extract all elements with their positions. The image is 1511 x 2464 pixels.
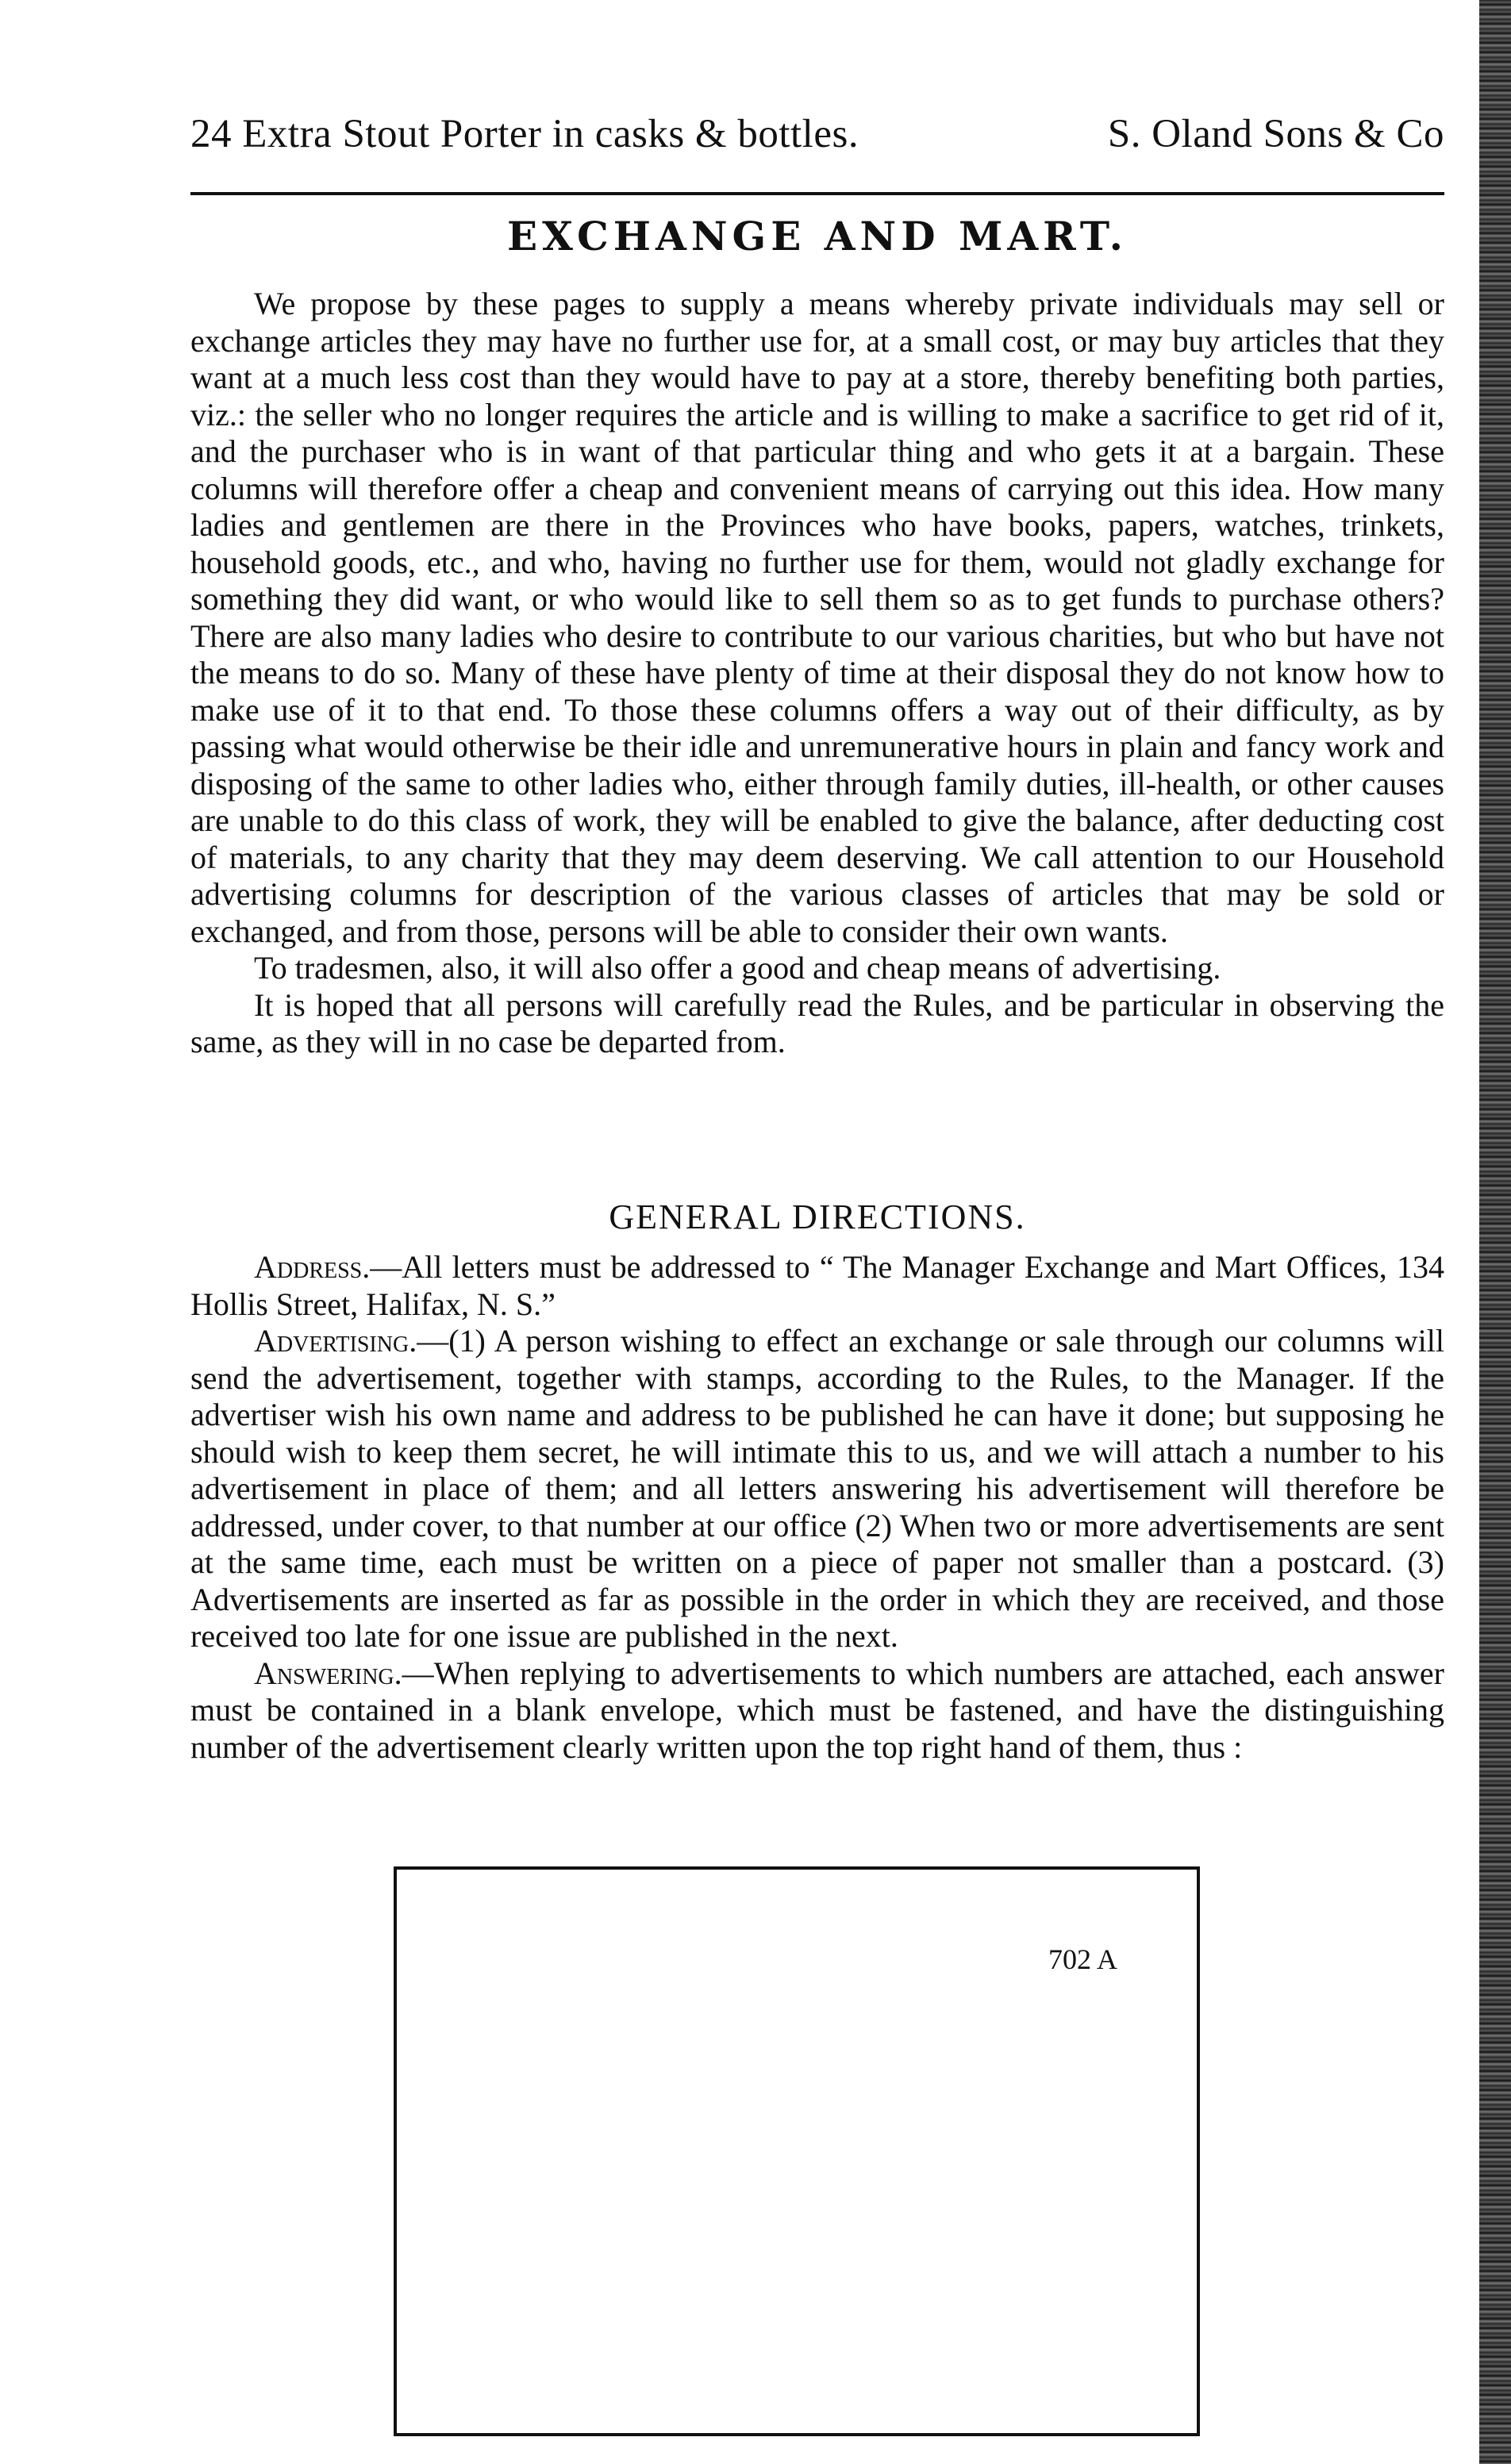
envelope-example — [394, 1866, 1200, 2436]
page-edge-shadow — [1479, 0, 1511, 2464]
header-left: 24 Extra Stout Porter in casks & bottles. — [190, 112, 859, 156]
advertising-label: Advertising. — [254, 1323, 417, 1359]
envelope-number: 702 A — [1048, 1943, 1117, 1975]
directions-section — [190, 1249, 1444, 1766]
running-header — [190, 111, 1444, 157]
header-right: S. Oland Sons & Co — [1107, 112, 1444, 156]
answering-text: —When replying to advertisements to which numbers are attached, each answer must be contained in a blank envelope, which must be fastened, and have the distinguishing number of the advertisement clearly written upon the top right hand of them, thus : — [190, 1655, 1444, 1765]
answering-paragraph — [190, 1655, 1444, 1766]
header-rule — [190, 192, 1444, 195]
advertising-text: —(1) A person wishing to effect an exchange or sale through our columns will send the advertisement, together with stamps, according to the Rules, to the Manager. If the advertiser wish his own name and address to be published he can have it done; but supposing he should wish to keep them secret, he will intimate this to us, and we will attach a number to his advertisement in place of them; and all letters answering his advertisement will therefore be addressed, under cover, to that number at our office (2) When two or more advertisements are sent at the same time, each must be written on a piece of paper not smaller than a postcard. (3) Advertisements are inserted as far as possible in the order in which they are received, and those received too late for one issue are published in the next. — [190, 1323, 1444, 1654]
intro-paragraph-2: To tradesmen, also, it will also offer a good and cheap means of advertising. — [254, 950, 1221, 986]
address-text: —All letters must be addressed to “ The Manager Exchange and Mart Offices, 134 Hollis Street, Halifax, N. S.” — [190, 1249, 1444, 1322]
intro-section — [190, 286, 1444, 1061]
page-title: EXCHANGE AND MART. — [506, 213, 1128, 259]
general-directions-heading: GENERAL DIRECTIONS. — [609, 1197, 1026, 1236]
intro-paragraph-3: It is hoped that all persons will carefully read the Rules, and be particular in observing the same, as they will in no case be departed from. — [190, 986, 1444, 1059]
answering-label: Answering. — [254, 1655, 402, 1691]
advertising-paragraph — [190, 1323, 1444, 1655]
address-paragraph — [190, 1249, 1444, 1323]
address-label: Address. — [254, 1249, 371, 1285]
intro-paragraph-1: We propose by these pages to supply a means whereby private individuals may sell or exchange articles they may have no further use for, at a small cost, or may buy articles that they want at a much less cost than they would have to pay at a store, thereby benefiting both parties, viz.: the seller who no longer requires the article and is willing to make a sacrifice to get rid of it, and the purchaser who is in want of that particular thing and who gets it at a bargain. These columns will therefore offer a cheap and convenient means of carrying out this idea. How many ladies and gentlemen are there in the Provinces who have books, papers, watches, trinkets, household goods, etc., and who, having no further use for them, would not gladly exchange for something they did want, or who would like to sell them so as to get funds to purchase others? There are also many ladies who desire to contribute to our various charities, but who but have not the means to do so. Many of these have plenty of time at their disposal they do not know how to make use of it to that end. To those these columns offers a way out of their difficulty, as by passing what would otherwise be their idle and unremunerative hours in plain and fancy work and disposing of the same to other ladies who, either through family duties, ill-health, or other causes are unable to do this class of work, they will be enabled to give the balance, after deducting cost of materials, to any charity that they may deem deserving. We call attention to our Household advertising columns for description of the various classes of articles that may be sold or exchanged, and from those, persons will be able to consider their own wants. — [190, 286, 1444, 949]
